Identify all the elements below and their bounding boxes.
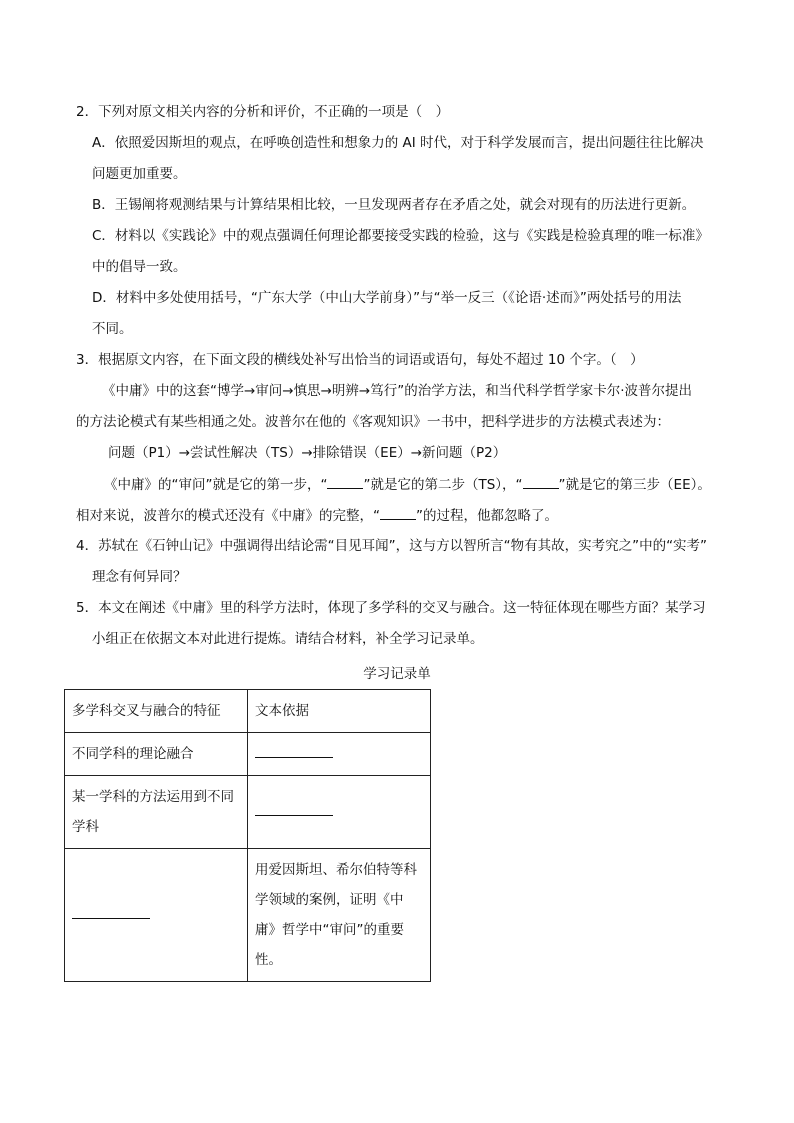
question-4-line2: 理念有何异同？ <box>92 569 187 585</box>
table-cell: 不同学科的理论融合 <box>65 733 248 776</box>
blank-2[interactable] <box>523 474 559 489</box>
table-row <box>65 776 431 849</box>
q2-option-a-line1: A．依照爱因斯坦的观点，在呼唤创造性和想象力的 AI 时代，对于科学发展而言，提出问题往往比解决 <box>92 135 704 151</box>
table-cell <box>248 776 431 849</box>
table-cell: 多学科交叉与融合的特征 <box>65 690 248 733</box>
table-cell <box>65 849 248 982</box>
q3-passage-line1: 《中庸》中的这套“博学→审问→慎思→明辨→笃行”的治学方法，和当代科学哲学家卡尔·波普尔提出 <box>102 383 693 399</box>
table-row <box>65 733 431 776</box>
q3-formula: 问题（P1）→尝试性解决（TS）→排除错误（EE）→新问题（P2） <box>108 445 507 461</box>
q2-option-b: B．王锡阐将观测结果与计算结果相比较，一旦发现两者存在矛盾之处，就会对现有的历法进行更新。 <box>92 197 696 213</box>
q3-passage-line2: 的方法论模式有某些相通之处。波普尔在他的《客观知识》一书中，把科学进步的方法模式表述为： <box>76 414 670 430</box>
record-sheet-title: 学习记录单 <box>363 666 431 682</box>
q2-option-d-line2: 不同。 <box>92 321 133 337</box>
question-3-stem: 3．根据原文内容，在下面文段的横线处补写出恰当的词语或语句，每处不超过 10 个字。（ ） <box>76 352 644 368</box>
q3-fill-line2: 相对来说，波普尔的模式还没有《中庸》的完整，“ ”的过程，他都忽略了。 <box>76 505 558 526</box>
q2-option-a-line2: 问题更加重要。 <box>92 166 187 182</box>
q2-option-d-line1: D．材料中多处使用括号，“广东大学（中山大学前身）”与“举一反三（《论语·述而》”两处括号的用法 <box>92 290 682 306</box>
q3-fill-line1: 《中庸》的“审问”就是它的第一步，“ ”就是它的第二步（TS），“ ”就是它的第三步（EE）。 <box>104 474 711 495</box>
table-cell: 文本依据 <box>248 690 431 733</box>
record-table <box>64 689 431 982</box>
answer-blank[interactable] <box>255 743 333 758</box>
answer-blank[interactable] <box>255 801 333 816</box>
question-2-stem: 2．下列对原文相关内容的分析和评价，不正确的一项是（ ） <box>76 104 450 120</box>
blank-3[interactable] <box>380 505 416 520</box>
question-5-line1: 5．本文在阐述《中庸》里的科学方法时，体现了多学科的交叉与融合。这一特征体现在哪些方面？某学习 <box>76 600 706 616</box>
q2-option-c-line2: 中的倡导一致。 <box>92 259 187 275</box>
question-4-line1: 4．苏轼在《石钟山记》中强调得出结论需“目见耳闻”，这与方以智所言“物有其故，实考究之”中的“实考” <box>76 538 708 554</box>
table-row <box>65 690 431 733</box>
table-cell <box>248 733 431 776</box>
table-cell: 用爱因斯坦、希尔伯特等科学领域的案例，证明《中庸》哲学中“审问”的重要性。 <box>248 849 431 982</box>
q2-option-c-line1: C．材料以《实践论》中的观点强调任何理论都要接受实践的检验，这与《实践是检验真理的唯一标准》 <box>92 228 709 244</box>
blank-1[interactable] <box>327 474 363 489</box>
table-row <box>65 849 431 982</box>
table-cell: 某一学科的方法运用到不同学科 <box>65 776 248 849</box>
answer-blank[interactable] <box>72 904 150 919</box>
question-5-line2: 小组正在依据文本对此进行提炼。请结合材料，补全学习记录单。 <box>92 631 484 647</box>
